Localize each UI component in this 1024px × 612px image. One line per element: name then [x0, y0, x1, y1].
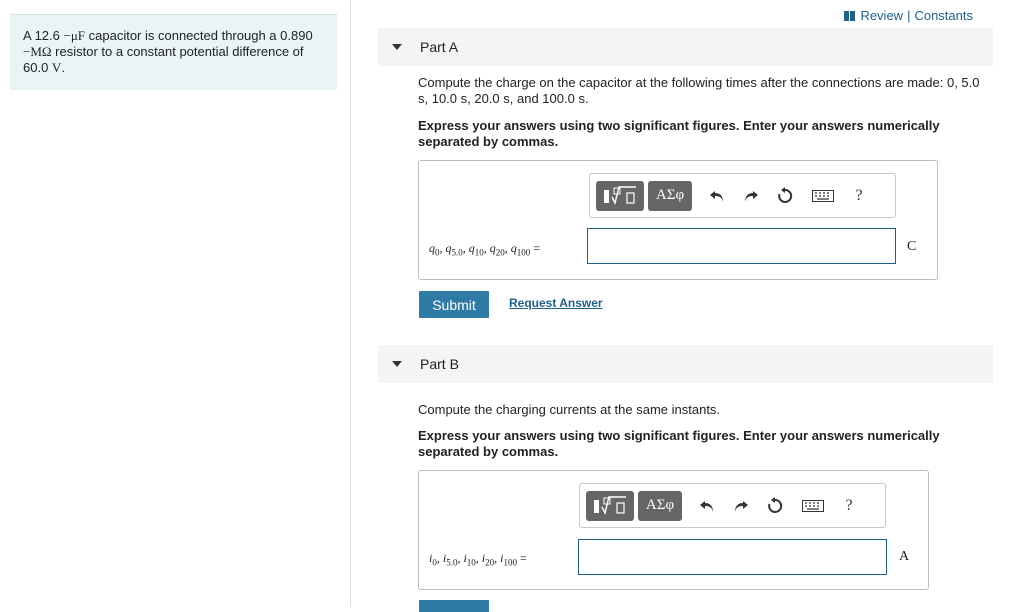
greek-symbols-button[interactable]: ΑΣφ — [648, 181, 692, 211]
part-b-variable-label: $i_0$, $i_{5.0}$, $i_{10}$, $i_{20}$, $i_{100}$ = — [429, 551, 527, 568]
collapse-caret-icon[interactable] — [392, 44, 402, 50]
var-sub: 0 — [435, 247, 440, 258]
template-button[interactable] — [596, 181, 644, 211]
help-button[interactable]: ? — [845, 496, 853, 514]
var-symbol: i — [429, 551, 433, 565]
var-sub: 20 — [495, 247, 505, 258]
var-sub: 5.0 — [451, 247, 463, 258]
part-b-answer-input[interactable] — [578, 539, 887, 575]
template-icon — [602, 185, 638, 207]
undo-icon[interactable] — [702, 181, 732, 211]
problem-text: A 12.6 — [23, 28, 64, 43]
review-link[interactable]: Review — [860, 8, 904, 23]
equals-sign: = — [533, 241, 541, 255]
reset-icon[interactable] — [760, 491, 790, 521]
var-sub: 10 — [474, 247, 484, 258]
part-a-title: Part A — [420, 39, 459, 55]
part-b-question: Compute the charging currents at the same instants. — [418, 402, 721, 417]
var-symbol: q — [429, 241, 435, 255]
panel-divider — [350, 0, 351, 607]
var-sub: 0 — [432, 557, 437, 568]
problem-statement — [10, 14, 337, 90]
redo-icon[interactable] — [736, 181, 766, 211]
problem-unit: −MΩ — [23, 44, 52, 59]
var-symbol: q — [468, 241, 475, 255]
part-b-title: Part B — [420, 356, 459, 372]
problem-text: . — [61, 60, 65, 75]
constants-link[interactable]: Constants — [914, 8, 973, 23]
var-symbol: q — [489, 241, 496, 255]
var-symbol: q — [445, 241, 452, 255]
part-b-instructions: Express your answers using two significant figures. Enter your answers numerically separated by commas. — [418, 428, 940, 459]
greek-symbols-button[interactable]: ΑΣφ — [638, 491, 682, 521]
request-answer-link[interactable]: Request Answer — [509, 296, 603, 310]
part-b-answer-box — [418, 470, 929, 590]
var-sub: 10 — [466, 557, 476, 568]
submit-button[interactable] — [419, 600, 489, 612]
var-symbol: i — [442, 551, 447, 565]
separator: | — [907, 8, 911, 23]
keyboard-icon[interactable] — [798, 491, 828, 521]
var-symbol: i — [463, 551, 467, 565]
var-symbol: i — [500, 551, 504, 565]
undo-icon[interactable] — [692, 491, 722, 521]
template-icon — [592, 495, 628, 517]
var-sub: 100 — [516, 247, 531, 258]
problem-unit: V — [51, 60, 62, 75]
equals-sign: = — [519, 551, 527, 565]
var-sub: 20 — [485, 557, 495, 568]
var-symbol: i — [481, 551, 486, 565]
part-b-unit: A — [899, 549, 910, 564]
help-button[interactable]: ? — [855, 186, 863, 204]
part-a-header[interactable] — [378, 28, 993, 66]
math-toolbar — [579, 483, 886, 528]
part-a-question: Compute the charge on the capacitor at the following times after the connections are made: 0, 5.0 s, 10.0 s, 20.0 s, and 100.0 s. — [418, 75, 980, 106]
problem-text: capacitor is connected through a 0.890 — [85, 28, 313, 43]
var-symbol: q — [510, 241, 517, 255]
part-a-instructions: Express your answers using two significant figures. Enter your answers numerically separated by commas. — [418, 118, 940, 149]
problem-unit: −μF — [63, 28, 86, 43]
math-toolbar — [589, 173, 896, 218]
part-a-variable-label: $q_0$, $q_{5.0}$, $q_{10}$, $q_{20}$, $q_{100}$ = — [429, 241, 541, 258]
part-a-answer-box — [418, 160, 938, 280]
keyboard-icon[interactable] — [808, 181, 838, 211]
part-a-unit: C — [907, 239, 917, 254]
reset-icon[interactable] — [770, 181, 800, 211]
problem-text: resistor to a constant potential difference of 60.0 — [23, 44, 304, 75]
review-constants-links — [844, 8, 973, 23]
book-icon — [844, 11, 856, 21]
redo-icon[interactable] — [726, 491, 756, 521]
var-sub: 100 — [503, 557, 517, 568]
var-sub: 5.0 — [446, 557, 458, 568]
part-b-header[interactable] — [378, 345, 993, 383]
part-a-answer-input[interactable] — [587, 228, 896, 264]
submit-button[interactable]: Submit — [419, 291, 489, 318]
collapse-caret-icon[interactable] — [392, 361, 402, 367]
template-button[interactable] — [586, 491, 634, 521]
